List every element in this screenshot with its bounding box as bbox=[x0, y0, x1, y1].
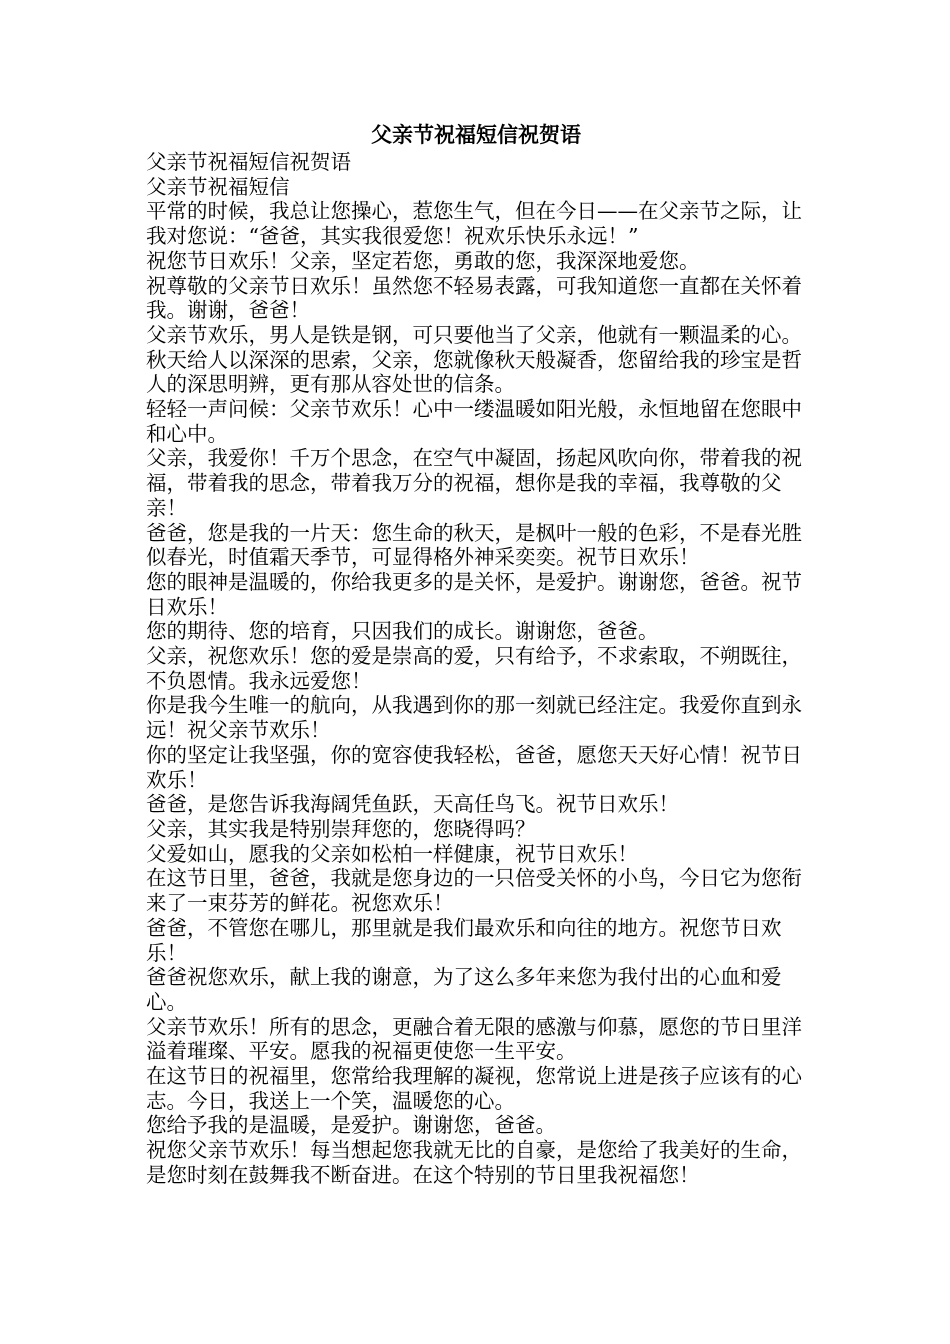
paragraph: 父亲节祝福短信 bbox=[146, 174, 290, 199]
paragraph: 祝尊敬的父亲节日欢乐！虽然您不轻易表露，可我知道您一直都在关怀着我。谢谢，爸爸！ bbox=[146, 273, 802, 323]
paragraph: 爸爸，您是我的一片天：您生命的秋天，是枫叶一般的色彩，不是春光胜似春光，时值霜天季节，可显得格外神采奕奕。祝节日欢乐！ bbox=[146, 520, 802, 570]
paragraph: 在这节日的祝福里，您常给我理解的凝视，您常说上进是孩子应该有的心志。今日，我送上一个笑，温暖您的心。 bbox=[146, 1064, 802, 1113]
paragraph: 祝您节日欢乐！父亲，坚定若您，勇敢的您，我深深地爱您。 bbox=[146, 248, 700, 273]
paragraph: 父爱如山，愿我的父亲如松柏一样健康，祝节日欢乐！ bbox=[146, 841, 638, 866]
paragraph: 您的期待、您的培育，只因我们的成长。谢谢您，爸爸。 bbox=[146, 619, 659, 644]
paragraph: 祝您父亲节欢乐！每当想起您我就无比的自豪，是您给了我美好的生命，是您时刻在鼓舞我不断奋进。在这个特别的节日里我祝福您！ bbox=[146, 1138, 802, 1187]
paragraph: 秋天给人以深深的思索，父亲，您就像秋天般凝香，您留给我的珍宝是哲人的深思明辨，更有那从容处世的信条。 bbox=[146, 347, 802, 397]
document-title: 父亲节祝福短信祝贺语 bbox=[371, 122, 581, 147]
paragraph: 爸爸，是您告诉我海阔凭鱼跃，天高任鸟飞。祝节日欢乐！ bbox=[146, 792, 679, 817]
paragraph: 父亲节祝福短信祝贺语 bbox=[146, 150, 351, 174]
paragraph: 父亲，其实我是特别崇拜您的，您晓得吗？ bbox=[146, 816, 536, 841]
document-body bbox=[146, 120, 806, 1188]
paragraph: 爸爸祝您欢乐，献上我的谢意，为了这么多年来您为我付出的心血和爱心。 bbox=[146, 965, 782, 1014]
paragraph: 爸爸，不管您在哪儿，那里就是我们最欢乐和向往的地方。祝您节日欢乐！ bbox=[146, 915, 782, 965]
paragraph: 您的眼神是温暖的，你给我更多的是关怀，是爱护。谢谢您，爸爸。祝节日欢乐！ bbox=[146, 569, 802, 619]
paragraph: 在这节日里，爸爸，我就是您身边的一只倍受关怀的小鸟，今日它为您衔来了一束芬芳的鲜花。祝您欢乐！ bbox=[146, 866, 802, 916]
paragraph: 父亲，祝您欢乐！您的爱是崇高的爱，只有给予，不求索取，不朔既往，不负恩情。我永远爱您！ bbox=[146, 644, 802, 693]
paragraph: 父亲，我爱你！千万个思念，在空气中凝固，扬起风吹向你，带着我的祝福，带着我的思念，带着我万分的祝福，想你是我的幸福，我尊敬的父亲！ bbox=[146, 446, 802, 520]
paragraph: 轻轻一声问候：父亲节欢乐！心中一缕温暖如阳光般，永恒地留在您眼中和心中。 bbox=[146, 397, 802, 446]
paragraph: 父亲节欢乐，男人是铁是钢，可只要他当了父亲，他就有一颗温柔的心。 bbox=[146, 322, 802, 347]
paragraph: 你是我今生唯一的航向，从我遇到你的那一刻就已经注定。我爱你直到永远！祝父亲节欢乐！ bbox=[146, 693, 802, 743]
paragraph: 平常的时候，我总让您操心，惹您生气，但在今日——在父亲节之际，让我对您说：“爸爸，其实我很爱您！祝欢乐快乐永远！” bbox=[146, 199, 802, 249]
paragraph: 父亲节欢乐！所有的思念，更融合着无限的感激与仰慕，愿您的节日里洋溢着璀璨、平安。愿我的祝福更使您一生平安。 bbox=[146, 1014, 802, 1064]
paragraph: 你的坚定让我坚强，你的宽容使我轻松，爸爸，愿您天天好心情！祝节日欢乐！ bbox=[146, 742, 802, 792]
paragraph: 您给予我的是温暖，是爱护。谢谢您，爸爸。 bbox=[146, 1113, 556, 1138]
